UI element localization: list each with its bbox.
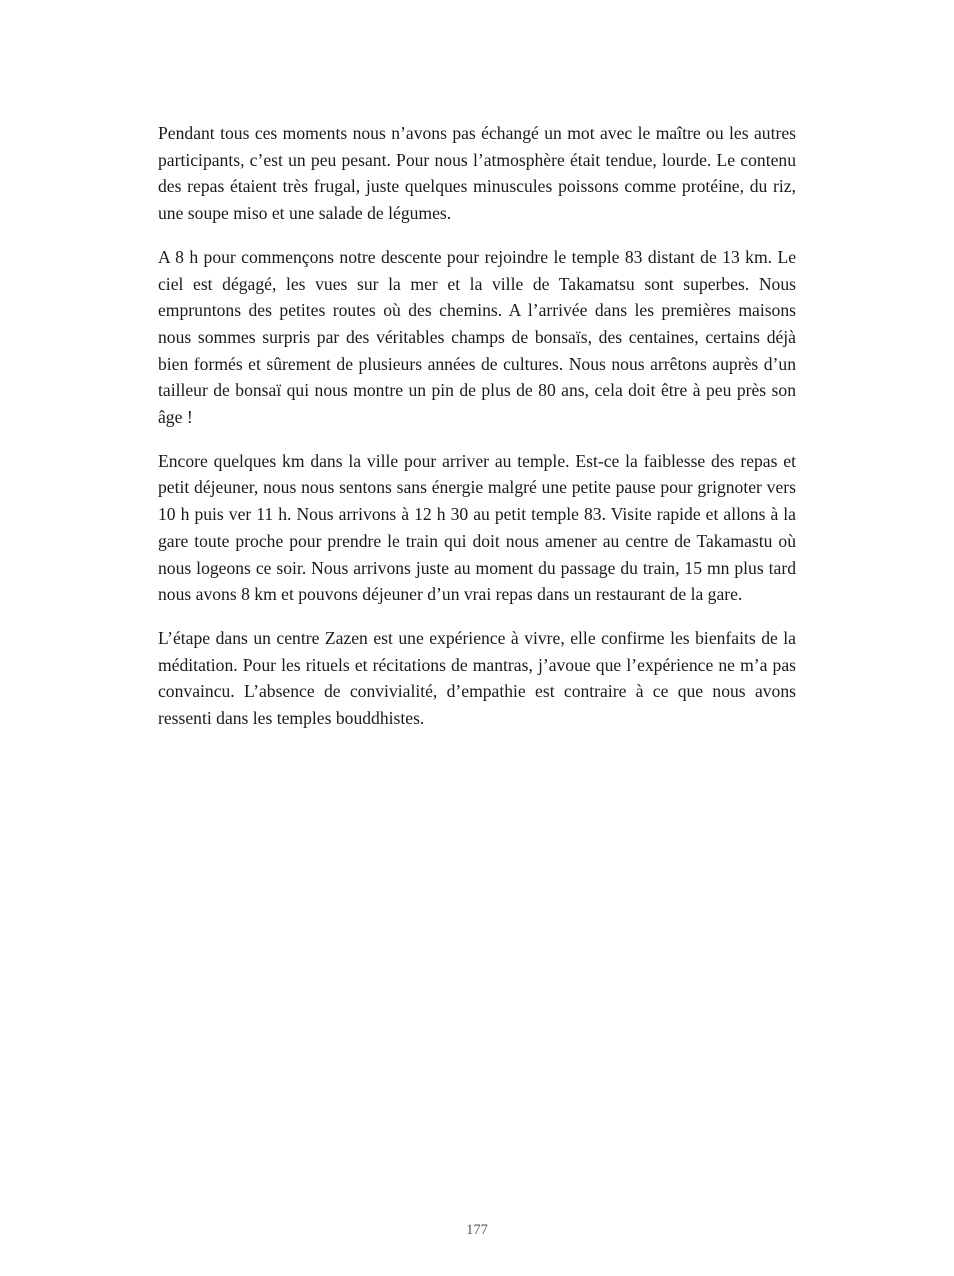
- paragraph-2: A 8 h pour commençons notre descente pour rejoindre le temple 83 distant de 13 km. Le ciel est dégagé, les vues sur la mer et la ville de Takamatsu sont superbes. Nous empruntons des petites routes où des chemins. A l’arrivée dans les premières maisons nous sommes surpris par des véritables champs de bonsaïs, des centaines, certains déjà bien formés et sûrement de plusieurs années de cultures. Nous nous arrêtons auprès d’un tailleur de bonsaï qui nous montre un pin de plus de 80 ans, cela doit être à peu près son âge !: [158, 246, 796, 428]
- paragraph-3: Encore quelques km dans la ville pour arriver au temple. Est-ce la faiblesse des repas et petit déjeuner, nous nous sentons sans énergie malgré une petite pause pour grignoter vers 10 h puis ver 11 h. Nous arrivons à 12 h 30 au petit temple 83. Visite rapide et allons à la gare toute proche pour prendre le train qui doit nous amener au centre de Takamastu où nous logeons ce soir. Nous arrivons juste au moment du passage du train, 15 mn plus tard nous avons 8 km et pouvons déjeuner d’un vrai repas dans un restaurant de la gare.: [158, 450, 796, 605]
- page-number: 177: [466, 1222, 488, 1238]
- body-text: [158, 120, 796, 749]
- paragraph-4: L’étape dans un centre Zazen est une expérience à vivre, elle confirme les bienfaits de la méditation. Pour les rituels et récitations de mantras, j’avoue que l’expérience ne m’a pas convaincu. L’absence de convivialité, d’empathie est contraire à ce que nous avons ressenti dans les temples bouddhistes.: [158, 627, 796, 729]
- paragraph-1: Pendant tous ces moments nous n’avons pas échangé un mot avec le maître ou les autres participants, c’est un peu pesant. Pour nous l’atmosphère était tendue, lourde. Le contenu des repas étaient très frugal, juste quelques minuscules poissons comme protéine, du riz, une soupe miso et une salade de légumes.: [158, 123, 796, 224]
